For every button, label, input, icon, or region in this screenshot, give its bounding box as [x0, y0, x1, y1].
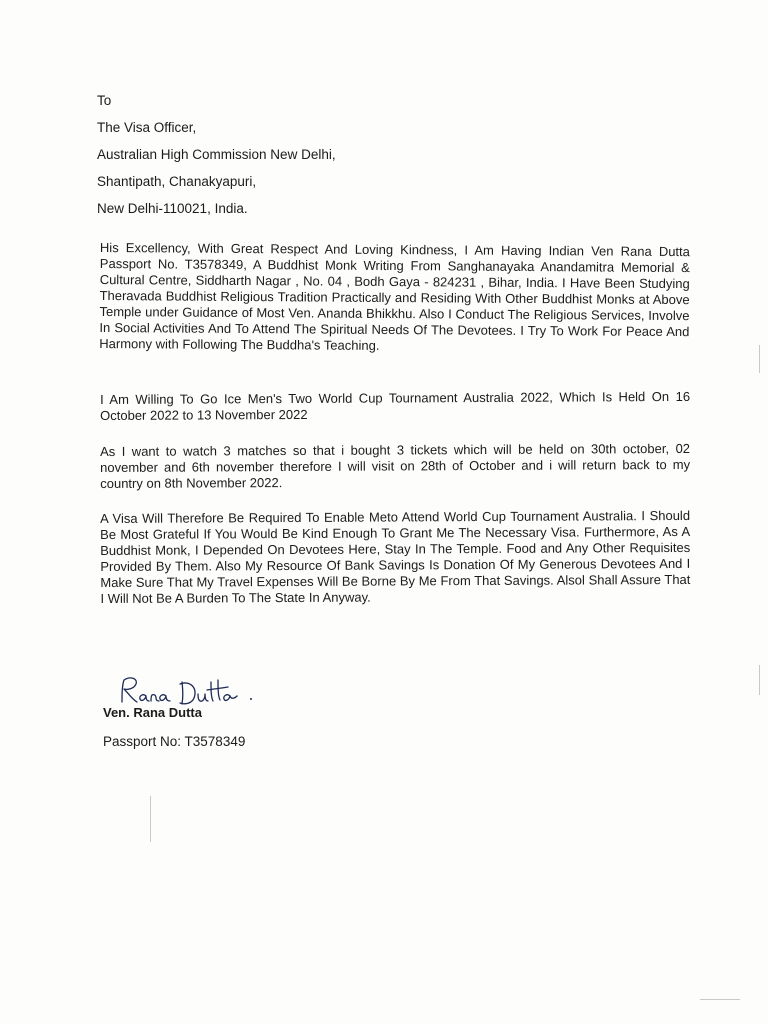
purpose-paragraph: I Am Willing To Go Ice Men's Two World Cup Tournament Australia 2022, Which Is Held On 16 October 2022 to 13 November 2022 [100, 388, 691, 423]
intro-paragraph: His Excellency, With Great Respect And Loving Kindness, I Am Having Indian Ven Rana Dutta Passport No. T3578349, A Buddhist Monk Writing From Sanghanayaka Anandamitra Memorial & Cultural Centre, Siddharth Nagar , No. 04 , Bodh Gaya - 824231 , Bihar, India. I Have Been Studying Theravada Buddhist Religious Tradition Practically and Residing With Other Buddhist Monks at Above Temple under Guidance of Most Ven. Ananda Bhikkhu. Also I Conduct The Religious Services, Involve In Social Activities And To Attend The Spiritual Needs Of The Devotees. I Try To Work For Peace And Harmony with Following The Buddha's Teaching. [99, 240, 690, 353]
request-paragraph: A Visa Will Therefore Be Required To Enable Meto Attend World Cup Tournament Australia. I Should Be Most Grateful If You Would Be Kind Enough To Grant Me The Necessary Visa. Furthermore, As A Buddhist Monk, I Depended On Devotees Here, Stay In The Temple. Food and Any Other Requisites Provided By Them. Also My Resource Of Bank Savings Is Donation Of My Generous Devotees And I Make Sure That My Travel Expenses Will Be Borne By Me From That Savings. Alsol Shall Assure That I Will Not Be A Burden To The State In Anyway. [100, 507, 691, 606]
recipient-office: Australian High Commission New Delhi, [97, 147, 336, 162]
recipient-address [97, 87, 336, 222]
signer-passport: Passport No: T3578349 [103, 734, 246, 749]
scan-mark [759, 665, 760, 695]
recipient-street: Shantipath, Chanakyapuri, [97, 174, 257, 189]
scan-mark [700, 999, 740, 1000]
recipient-title: The Visa Officer, [97, 120, 197, 135]
salutation-to: To [97, 93, 112, 108]
scan-mark [759, 345, 760, 373]
recipient-city: New Delhi-110021, India. [97, 201, 248, 216]
scan-mark [150, 796, 151, 842]
signer-name: Ven. Rana Dutta [103, 705, 202, 720]
itinerary-paragraph: As I want to watch 3 matches so that i bought 3 tickets which will be held on 30th october, 02 november and 6th november therefore I will visit on 28th of October and i will return back to my country on 8th November 2022. [100, 440, 691, 491]
